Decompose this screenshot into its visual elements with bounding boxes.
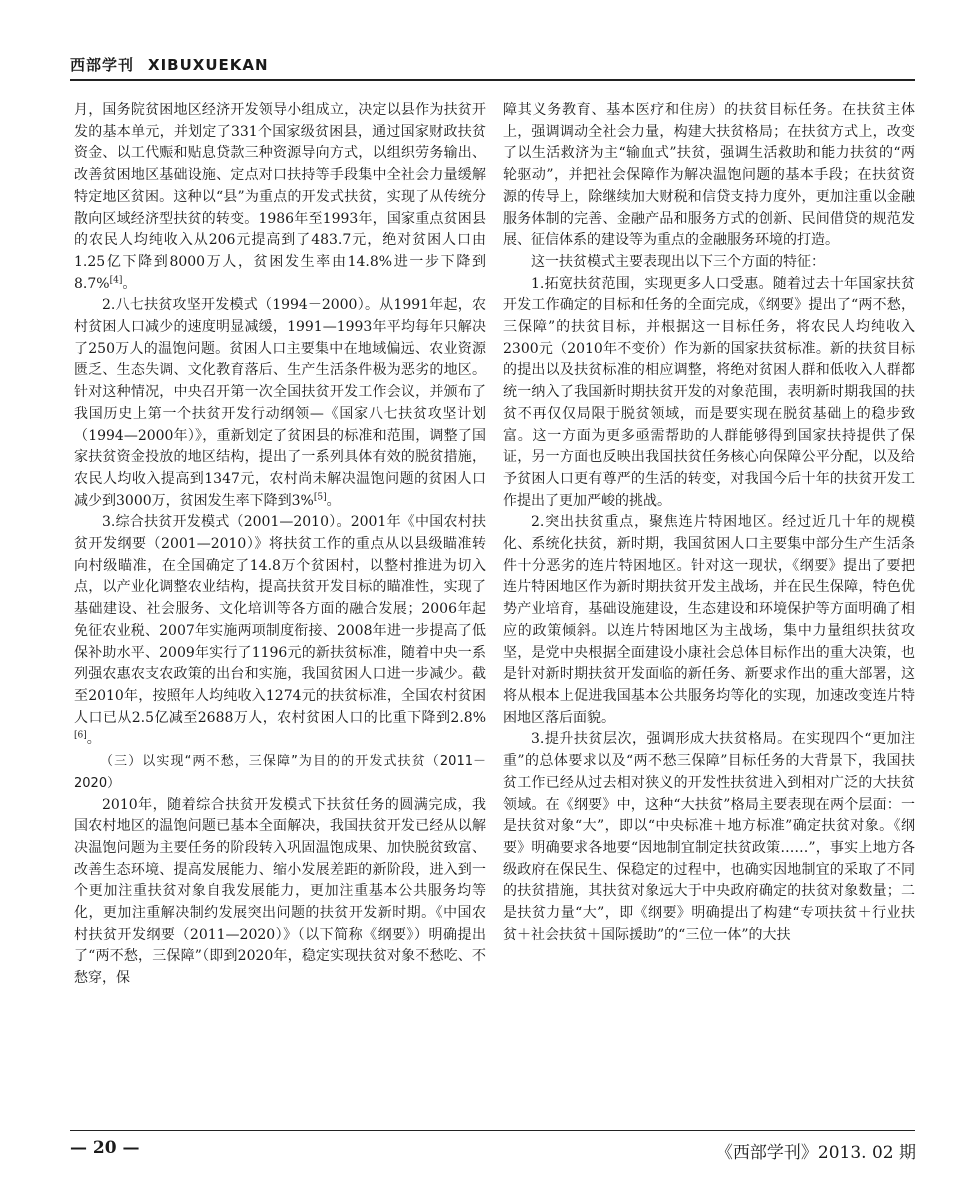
- body-paragraph: [503, 274, 915, 513]
- trailing-punctuation: 。: [86, 731, 101, 748]
- right-column: [503, 100, 915, 1130]
- body-paragraph: [74, 295, 486, 512]
- body-paragraph: [74, 100, 486, 295]
- paragraph-text: 2.突出扶贫重点，聚焦连片特困地区。经过近几十年的规模化、系统化扶贫，新时期，我国贫困人口主要集中部分生产生活条件十分恶劣的连片特困地区。针对这一现状，《纲要》提出了要把连片特困地区作为新时期扶贫开发主战场，并在民生保障，特色优势产业培育，基础设施建设，生态建设和环境保护等方面明确了相应的政策倾斜。以连片特困地区为主战场，集中力量组织扶贫攻坚，是党中央根据全面建设小康社会总体目标作出的重大决策，也是针对新时期扶贫开发面临的新任务、新要求作出的重大部署，这将从根本上促进我国基本公共服务均等化的实现，加速改变连片特困地区落后面貌。: [503, 514, 915, 726]
- paragraph-text: 障其义务教育、基本医疗和住房）的扶贫目标任务。在扶贫主体上，强调调动全社会力量，构建大扶贫格局；在扶贫方式上，改变了以生活救济为主“输血式”扶贫，强调生活救助和能力扶贫的“两轮驱动”，并把社会保障作为解决温饱问题的基本手段；在扶贫资源的传导上，除继续加大财税和信贷支持力度外，更加注重以金融服务体制的完善、金融产品和服务方式的创新、民间借贷的规范发展、征信体系的建设等为重点的金融服务环境的打造。: [503, 102, 915, 249]
- paragraph-text: 月，国务院贫困地区经济开发领导小组成立，决定以县作为扶贫开发的基本单元，并划定了331个国家级贫困县，通过国家财政扶贫资金、以工代赈和贴息贷款三种资源导向方式，以组织劳务输出、改善贫困地区基础设施、定点对口扶持等手段集中全社会力量缓解特定地区贫困。这种以“县”为重点的开发式扶贫，实现了从传统分散向区域经济型扶贫的转变。1986年至1993年，国家重点贫困县的农民人均纯收入从206元提高到了483.7元，绝对贫困人口由1.25亿下降到8000万人，贫困发生率由14.8%进一步下降到8.7%: [74, 102, 486, 292]
- trailing-punctuation: 。: [122, 275, 137, 292]
- paragraph-text: （三）以实现“两不愁，三保障”为目的的开发式扶贫（2011－2020）: [74, 754, 486, 791]
- left-column: [74, 100, 486, 1130]
- paragraph-text: 1.拓宽扶贫范围，实现更多人口受惠。随着过去十年国家扶贫开发工作确定的目标和任务的全面完成，《纲要》提出了“两不愁，三保障”的扶贫目标，并根据这一目标任务，将农民人均纯收入2300元（2010年不变价）作为新的国家扶贫标准。新的扶贫目标的提出以及扶贫标准的相应调整，将绝对贫困人群和低收入人群都统一纳入了我国新时期扶贫开发的对象范围，表明新时期我国的扶贫不再仅仅局限于脱贫领域，而是要实现在脱贫基础上的稳步致富。这一方面为更多亟需帮助的人群能够得到国家扶持提供了保证，另一方面也反映出我国扶贫任务核心向保障公平分配，以及给予贫困人口更有尊严的生活的转变，对我国今后十年的扶贫开发工作提出了更加严峻的挑战。: [503, 275, 915, 509]
- citation-ref: [4]: [109, 274, 123, 285]
- paragraph-text: 2010年，随着综合扶贫开发模式下扶贫任务的圆满完成，我国农村地区的温饱问题已基本全面解决，我国扶贫开发已经从以解决温饱问题为主要任务的阶段转入巩固温饱成果、加快脱贫致富、改善生态环境、提高发展能力、缩小发展差距的新阶段，进入到一个更加注重扶贫对象自我发展能力，更加注重基本公共服务均等化，更加注重解决制约发展突出问题的扶贫开发新时期。《中国农村扶贫开发纲要（2011—2020）》（以下简称《纲要》）明确提出了“两不愁，三保障”（即到2020年，稳定实现扶贫对象不愁吃、不愁穿，保: [74, 796, 486, 987]
- citation-ref: [5]: [313, 492, 327, 502]
- section-subheading: [74, 751, 486, 794]
- body-paragraph: [503, 100, 915, 252]
- citation-ref: [6]: [74, 730, 87, 741]
- body-paragraph: [503, 252, 915, 274]
- footer-rule: [70, 1130, 915, 1131]
- body-paragraph: [503, 512, 915, 729]
- body-paragraph: [503, 729, 915, 946]
- issue-label: 《西部学刊》2013. 02 期: [715, 1143, 916, 1163]
- journal-name-cn: 西部学刊: [70, 56, 135, 74]
- paragraph-text: 3.提升扶贫层次，强调形成大扶贫格局。在实现四个“更加注重”的总体要求以及“两不愁三保障”目标任务的大背景下，我国扶贫工作已经从过去相对狭义的开发性扶贫进入到相对广泛的大扶贫领域。在《纲要》中，这种“大扶贫”格局主要表现在两个层面：一是扶贫对象“大”，即以“中央标准＋地方标准”确定扶贫对象。《纲要》明确要求各地要“因地制宜制定扶贫政策……”，事实上地方各级政府在保民生、保稳定的过程中，也确实因地制宜的采取了不同的扶贫措施，其扶贫对象远大于中央政府确定的扶贫对象数量；二是扶贫力量“大”，即《纲要》明确提出了构建“专项扶贫＋行业扶贫＋社会扶贫＋国际援助”的“三位一体”的大扶: [503, 731, 915, 943]
- paragraph-text: 这一扶贫模式主要表现出以下三个方面的特征：: [531, 253, 825, 270]
- running-header: [70, 54, 920, 75]
- paragraph-text: 2.八七扶贫攻坚开发模式（1994－2000）。从1991年起，农村贫困人口减少的速度明显减缓，1991—1993年平均每年只解决了250万人的温饱问题。贫困人口主要集中在地域偏远、农业资源匮乏、生态失调、文化教育落后、生产生活条件极为恶劣的地区。针对这种情况，中央召开第一次全国扶贫开发工作会议，并颁布了我国历史上第一个扶贫开发行动纲领—《国家八七扶贫攻坚计划（1994—2000年）》，重新划定了贫困县的标准和范围，调整了国家扶贫资金投放的地区结构，提出了一系列具体有效的脱贫措施，农民人均收入提高到1347元，农村尚未解决温饱问题的贫困人口减少到3000万，贫困发生率下降到3%: [74, 297, 486, 509]
- page-number: — 20 —: [70, 1138, 140, 1158]
- header-rule: [70, 79, 915, 81]
- body-paragraph: [74, 795, 486, 990]
- trailing-punctuation: 。: [326, 492, 341, 509]
- journal-name-en: XIBUXUEKAN: [148, 56, 269, 74]
- paragraph-text: 3.综合扶贫开发模式（2001—2010）。2001年《中国农村扶贫开发纲要（2001—2010）》将扶贫工作的重点从以县级瞄准转向村级瞄准，在全国确定了14.8万个贫困村，以整村推进为切入点，以产业化调整农业结构，提高扶贫开发目标的瞄准性，实现了基础建设、社会服务、文化培训等各方面的融合发展；2006年起免征农业税、2007年实施两项制度衔接、2008年进一步提高了低保补助水平、2009年实行了1196元的新扶贫标准，随着中央一系列强农惠农支农政策的出台和实施，我国贫困人口进一步减少。截至2010年，按照年人均纯收入1274元的扶贫标准，全国农村贫困人口已从2.5亿减至2688万人，农村贫困人口的比重下降到2.8%: [74, 514, 486, 726]
- body-paragraph: [74, 512, 486, 751]
